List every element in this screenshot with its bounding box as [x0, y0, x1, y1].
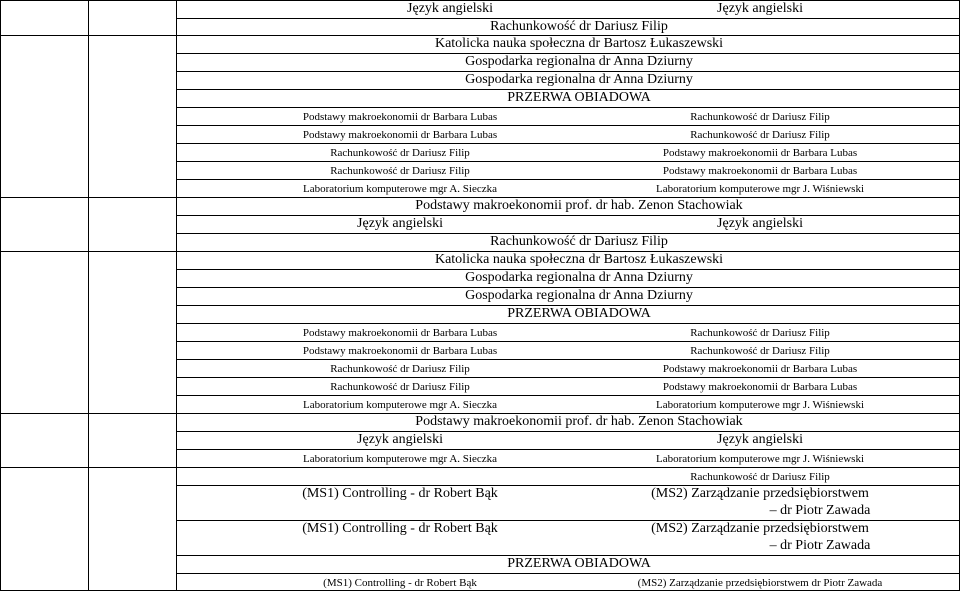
class-entry: PRZERWA OBIADOWA — [507, 90, 651, 105]
class-entry: Podstawy makroekonomii dr Barbara Lubas — [662, 381, 858, 393]
class-entry: Rachunkowość dr Dariusz Filip — [690, 327, 830, 339]
class-entry: Podstawy makroekonomii dr Barbara Lubas — [662, 165, 858, 177]
class-entry: Podstawy makroekonomii dr Barbara Lubas — [302, 327, 498, 339]
class-entry-continued: – dr Piotr Zawada — [769, 538, 871, 553]
grid-line-h — [176, 449, 960, 450]
grid-line-h — [176, 377, 960, 378]
class-entry: Gospodarka regionalna dr Anna Dziurny — [465, 288, 693, 303]
class-entry: Język angielski — [717, 432, 803, 447]
grid-line-v — [0, 0, 1, 591]
class-entry: Laboratorium komputerowe mgr J. Wiśniewski — [655, 399, 864, 411]
class-entry: Język angielski — [407, 1, 493, 16]
class-entry: Laboratorium komputerowe mgr A. Sieczka — [303, 399, 497, 411]
grid-line-h — [176, 143, 960, 144]
class-entry: PRZERWA OBIADOWA — [507, 556, 651, 571]
class-entry: Gospodarka regionalna dr Anna Dziurny — [465, 54, 693, 69]
class-entry: Rachunkowość dr Dariusz Filip — [330, 147, 470, 159]
grid-line-h — [176, 467, 960, 468]
class-entry: Rachunkowość dr Dariusz Filip — [690, 471, 830, 483]
class-entry: Język angielski — [357, 432, 443, 447]
class-entry: Podstawy makroekonomii dr Barbara Lubas — [302, 129, 498, 141]
grid-line-h — [176, 573, 960, 574]
grid-line-h — [176, 161, 960, 162]
grid-line-v — [176, 0, 177, 591]
class-entry: (MS2) Zarządzanie przedsiębiorstwem dr Piotr Zawada — [637, 577, 883, 589]
grid-line-h — [176, 341, 960, 342]
class-entry: Laboratorium komputerowe mgr A. Sieczka — [303, 453, 497, 465]
grid-line-h — [176, 359, 960, 360]
class-entry: (MS1) Controlling - dr Robert Bąk — [323, 577, 477, 589]
class-entry: Język angielski — [357, 216, 443, 231]
class-entry: Język angielski — [717, 216, 803, 231]
class-entry: Podstawy makroekonomii dr Barbara Lubas — [662, 363, 858, 375]
class-entry: Podstawy makroekonomii dr Barbara Lubas — [302, 111, 498, 123]
class-entry: PRZERWA OBIADOWA — [507, 306, 651, 321]
class-entry: Laboratorium komputerowe mgr J. Wiśniewski — [655, 183, 864, 195]
class-entry: Podstawy makroekonomii dr Barbara Lubas — [302, 345, 498, 357]
class-entry: Katolicka nauka społeczna dr Bartosz Łukaszewski — [434, 36, 724, 51]
class-entry: (MS2) Zarządzanie przedsiębiorstwem — [651, 486, 869, 501]
class-entry: Rachunkowość dr Dariusz Filip — [330, 381, 470, 393]
class-entry: Gospodarka regionalna dr Anna Dziurny — [465, 270, 693, 285]
class-entry: Podstawy makroekonomii prof. dr hab. Zenon Stachowiak — [415, 414, 743, 429]
class-entry: Rachunkowość dr Dariusz Filip — [490, 19, 668, 34]
class-entry: Laboratorium komputerowe mgr J. Wiśniewski — [655, 453, 864, 465]
grid-line-h — [176, 395, 960, 396]
class-entry: Rachunkowość dr Dariusz Filip — [490, 234, 668, 249]
class-entry: Podstawy makroekonomii prof. dr hab. Zenon Stachowiak — [415, 198, 743, 213]
class-entry: Laboratorium komputerowe mgr A. Sieczka — [303, 183, 497, 195]
class-entry: (MS1) Controlling - dr Robert Bąk — [302, 521, 498, 536]
class-entry: Rachunkowość dr Dariusz Filip — [690, 111, 830, 123]
class-entry: Rachunkowość dr Dariusz Filip — [690, 129, 830, 141]
class-entry-continued: – dr Piotr Zawada — [769, 503, 871, 518]
class-entry: (MS2) Zarządzanie przedsiębiorstwem — [651, 521, 869, 536]
class-entry: Język angielski — [717, 1, 803, 16]
grid-line-v — [88, 0, 89, 591]
class-entry: Katolicka nauka społeczna dr Bartosz Łukaszewski — [434, 252, 724, 267]
class-entry: Rachunkowość dr Dariusz Filip — [330, 363, 470, 375]
class-entry: (MS1) Controlling - dr Robert Bąk — [302, 486, 498, 501]
class-entry: Rachunkowość dr Dariusz Filip — [690, 345, 830, 357]
grid-line-h — [176, 107, 960, 108]
grid-line-h — [176, 323, 960, 324]
class-entry: Gospodarka regionalna dr Anna Dziurny — [465, 72, 693, 87]
class-entry: Rachunkowość dr Dariusz Filip — [330, 165, 470, 177]
class-entry: Podstawy makroekonomii dr Barbara Lubas — [662, 147, 858, 159]
grid-line-h — [176, 179, 960, 180]
grid-line-h — [176, 125, 960, 126]
